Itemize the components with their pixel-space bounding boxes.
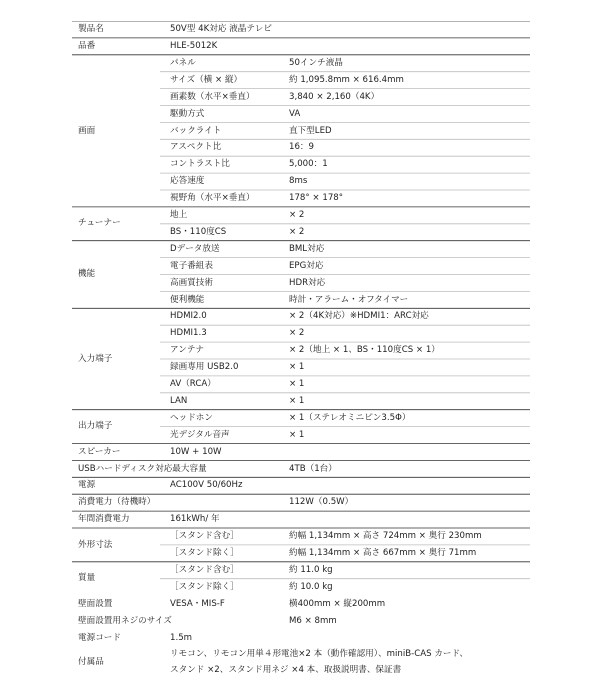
spec-value: 約幅 1,134mm × 高さ 667mm × 奥行 71mm xyxy=(289,548,477,559)
spec-value: 8ms xyxy=(289,176,308,187)
spec-label: パネル xyxy=(170,57,196,68)
spec-label: HDMI1.3 xyxy=(170,328,207,339)
spec-value: 4TB（1台） xyxy=(289,463,337,474)
spec-label: 地上 xyxy=(170,210,188,221)
spec-value: × 1（ステレオミニピン3.5Φ） xyxy=(289,412,411,423)
spec-category: スピーカー xyxy=(78,446,121,457)
spec-category: 壁面設置 xyxy=(78,598,113,609)
spec-category: 外形寸法 xyxy=(78,539,113,550)
spec-value: 3,840 × 2,160（4K） xyxy=(289,91,380,102)
spec-label: AV（RCA） xyxy=(170,379,216,390)
spec-label: 駆動方式 xyxy=(170,108,205,119)
spec-value: 約 11.0 kg xyxy=(289,564,333,575)
spec-table xyxy=(72,21,530,675)
spec-value: × 1 xyxy=(289,379,305,390)
spec-value: M6 × 8mm xyxy=(289,615,337,626)
spec-label: コントラスト比 xyxy=(170,159,230,170)
spec-category: 壁面設置用ネジのサイズ xyxy=(78,615,172,626)
spec-value: 161kWh/ 年 xyxy=(170,514,220,525)
spec-value: 直下型LED xyxy=(289,125,332,136)
spec-label: バックライト xyxy=(170,125,222,136)
spec-value: × 2 xyxy=(289,210,305,221)
spec-category: 出力端子 xyxy=(78,421,113,432)
spec-value: 1.5m xyxy=(170,632,193,643)
spec-category: 消費電力（待機時） xyxy=(78,497,156,508)
spec-value: 50V型 4K対応 液晶テレビ xyxy=(170,24,272,35)
spec-label: アスペクト比 xyxy=(170,142,222,153)
spec-category: 機能 xyxy=(78,269,96,280)
spec-value: × 1 xyxy=(289,429,305,440)
spec-value: × 2（地上 × 1、BS・110度CS × 1） xyxy=(289,345,440,356)
spec-value: VA xyxy=(289,108,301,119)
spec-category: 製品名 xyxy=(78,24,104,35)
spec-category: 入力端子 xyxy=(78,353,113,364)
spec-label: ［スタンド除く］ xyxy=(170,581,239,592)
spec-value: 10W + 10W xyxy=(170,446,222,457)
spec-label: 高画質技術 xyxy=(170,277,213,288)
spec-category: 電源 xyxy=(78,480,96,491)
spec-value: AC100V 50/60Hz xyxy=(170,480,243,491)
spec-label: 便利機能 xyxy=(170,294,205,305)
spec-value: EPG対応 xyxy=(289,260,324,271)
spec-label: ［スタンド除く］ xyxy=(170,548,239,559)
spec-category: USBハードディスク対応最大容量 xyxy=(78,463,207,474)
spec-value: HLE-5012K xyxy=(170,41,218,52)
spec-label: ヘッドホン xyxy=(170,412,213,423)
spec-value: × 2（4K対応）※HDMI1：ARC対応 xyxy=(289,311,429,322)
spec-label: ［スタンド含む］ xyxy=(170,564,239,575)
spec-category: 画面 xyxy=(78,125,96,136)
spec-value: × 2 xyxy=(289,328,305,339)
spec-label: 録画専用 USB2.0 xyxy=(170,362,239,373)
spec-label: サイズ（横 × 縦） xyxy=(170,74,243,85)
spec-category: 質量 xyxy=(78,573,96,584)
spec-value: 約 1,095.8mm × 616.4mm xyxy=(289,74,404,85)
spec-label: LAN xyxy=(170,395,188,406)
spec-value: 112W（0.5W） xyxy=(289,497,354,508)
spec-label: VESA・MIS-F xyxy=(170,598,225,609)
spec-value: 横400mm × 縦200mm xyxy=(289,598,386,609)
spec-value: BML対応 xyxy=(289,243,325,254)
spec-value-line: リモコン、リモコン用単４形電池×2 本（動作確認用）、miniB-CAS カード、 xyxy=(170,649,468,659)
spec-value: 時計・アラーム・オフタイマー xyxy=(289,294,409,305)
spec-label: ［スタンド含む］ xyxy=(170,531,239,542)
spec-category: 品番 xyxy=(78,41,96,52)
spec-value: 約 10.0 kg xyxy=(289,581,333,592)
spec-label: 光デジタル音声 xyxy=(170,429,230,440)
spec-label: 画素数（水平×垂直） xyxy=(170,91,255,102)
spec-value: 50インチ液晶 xyxy=(289,57,343,68)
spec-label: アンテナ xyxy=(170,345,205,356)
spec-label: 視野角（水平×垂直） xyxy=(170,193,255,204)
spec-label: HDMI2.0 xyxy=(170,311,207,322)
spec-value: 5,000：1 xyxy=(289,159,328,170)
spec-label: 電子番組表 xyxy=(170,260,213,271)
spec-label: Dデータ放送 xyxy=(170,243,220,254)
spec-value: HDR対応 xyxy=(289,277,326,288)
spec-category: 年間消費電力 xyxy=(78,514,130,525)
spec-value: 約幅 1,134mm × 高さ 724mm × 奥行 230mm xyxy=(289,531,482,542)
spec-value: 178° × 178° xyxy=(289,193,344,204)
spec-label: 応答速度 xyxy=(170,176,205,187)
spec-value: × 2 xyxy=(289,226,305,237)
spec-value: 16：9 xyxy=(289,142,314,153)
spec-category: 電源コード xyxy=(78,632,121,643)
spec-value: × 1 xyxy=(289,362,305,373)
spec-value-line: スタンド ×2、スタンド用ネジ ×4 本、取扱説明書、保証書 xyxy=(170,665,402,675)
spec-category: 付属品 xyxy=(78,657,104,667)
spec-category: チューナー xyxy=(78,218,121,229)
spec-value: × 1 xyxy=(289,395,305,406)
spec-label: BS・110度CS xyxy=(170,226,227,237)
